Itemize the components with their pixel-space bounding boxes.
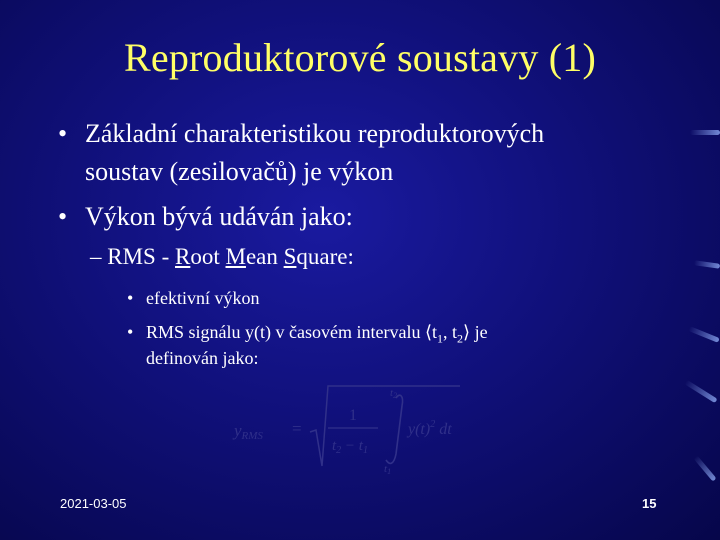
interval-comma: , t	[443, 322, 458, 342]
bullet-text: Výkon bývá udáván jako:	[85, 202, 353, 231]
root-initial: R	[175, 244, 191, 269]
formula-equals: =	[292, 419, 302, 438]
rms-separator: -	[155, 244, 176, 269]
square-rest: quare:	[296, 244, 354, 269]
bullet-text-line2: soustav (zesilovačů) je výkon	[85, 157, 394, 186]
formula-integrand: $y(t)^2$ dt	[408, 419, 452, 438]
decorative-streak	[690, 130, 720, 135]
lower-limit: t1	[384, 463, 392, 476]
bullet-marker: •	[58, 119, 68, 148]
sub-sub-bullet-text-line2: definován jako:	[146, 348, 259, 368]
page-number: 15	[642, 496, 657, 511]
interval-close: ⟩	[463, 322, 471, 342]
interval-open: ⟨	[424, 322, 432, 342]
interval-sub2: 2	[457, 331, 464, 346]
square-initial: S	[283, 244, 297, 269]
formula-denominator: $t_2 - t_1$	[332, 438, 368, 456]
slide-title: Reproduktorové soustavy (1)	[124, 35, 596, 80]
bullet-text-line1: Základní charakteristikou reproduktorových	[85, 119, 545, 148]
decorative-streak	[684, 380, 717, 403]
rms-formula	[228, 380, 488, 480]
mean-initial: M	[225, 244, 246, 269]
bullet-marker: •	[58, 202, 68, 231]
decorative-streak	[688, 326, 720, 343]
rms-def-suffix: je	[470, 322, 488, 342]
sub-sub-bullet-text: efektivní výkon	[146, 288, 260, 308]
bullet-marker: •	[127, 322, 134, 342]
footer-date: 2021-03-05	[60, 496, 127, 511]
upper-limit: t2	[390, 387, 398, 400]
integral-sign	[386, 395, 403, 463]
sub-bullet-dash: –	[90, 244, 102, 269]
interval-t: t	[432, 322, 438, 342]
interval-sub1: 1	[437, 331, 444, 346]
formula-lhs: yRMS	[234, 421, 263, 442]
rms-def-prefix: RMS signálu y(t) v časovém intervalu	[146, 322, 425, 342]
sub-bullet-rms	[90, 244, 354, 270]
root-rest: oot	[190, 244, 226, 269]
formula-numerator: 1	[349, 407, 357, 424]
rms-abbr: RMS	[107, 244, 156, 269]
decorative-streak	[694, 260, 720, 269]
decorative-streak	[693, 455, 716, 481]
mean-rest: ean	[245, 244, 284, 269]
bullet-marker: •	[127, 288, 134, 308]
